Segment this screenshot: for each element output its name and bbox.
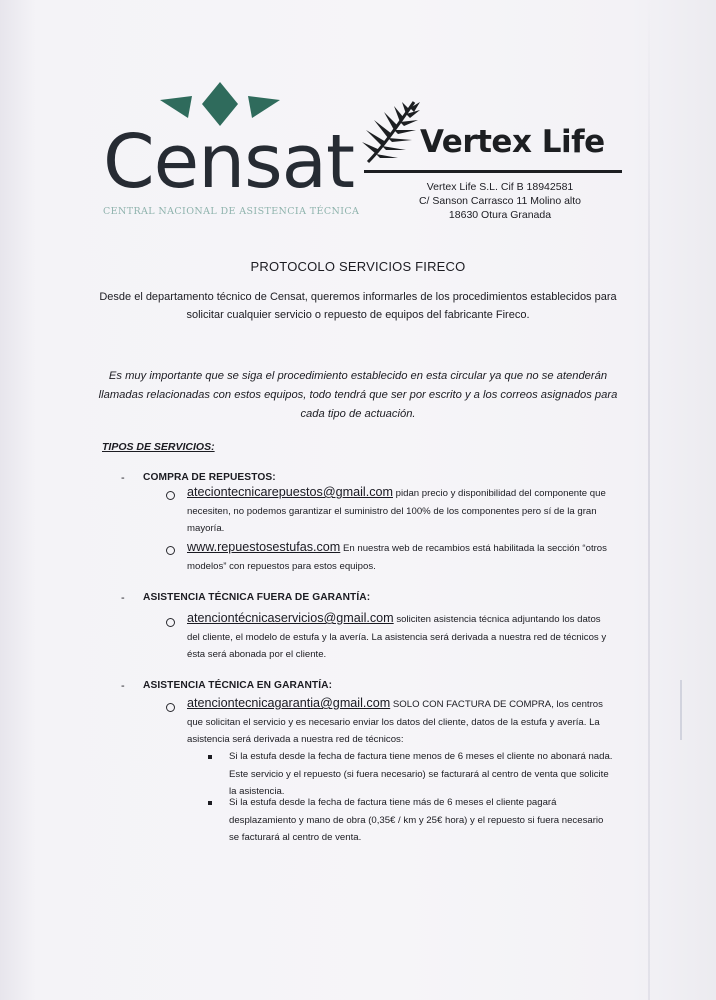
section-heading-en-garantia: ASISTENCIA TÉCNICA EN GARANTÍA:	[143, 680, 333, 691]
vertex-life-logo-text: Vertex Life	[420, 124, 605, 160]
list-item	[187, 610, 607, 664]
item-text: En nuestra web de recambios está habilitada la sección “otros modelos” con repuestos para estos equipos.	[187, 543, 607, 572]
address-line: 18630 Otura Granada	[448, 209, 552, 221]
address-line: C/ Sanson Carrasco 11 Molino alto	[418, 195, 582, 207]
paper-mark	[680, 680, 682, 740]
list-item	[187, 484, 607, 538]
item-text: SOLO CON FACTURA DE COMPRA, los centros que solicitan el servicio y es necesario enviar los datos del cliente, datos de la estufa y avería. La asistencia será derivada a nuestra red de técnicos:	[187, 699, 603, 746]
section-heading-fuera-garantia: ASISTENCIA TÉCNICA FUERA DE GARANTÍA:	[143, 592, 371, 603]
email-link-repuestos[interactable]: ateciontecnicarepuestos@gmail.com	[187, 485, 393, 499]
list-item	[187, 695, 607, 749]
fern-logo-icon	[362, 98, 424, 166]
types-heading: TIPOS DE SERVICIOS:	[102, 441, 215, 453]
section-heading-repuestos: COMPRA DE REPUESTOS:	[143, 472, 276, 483]
dash-bullet: -	[121, 592, 125, 604]
dash-bullet: -	[121, 472, 125, 484]
vertex-address	[400, 180, 600, 222]
address-line: Vertex Life S.L. Cif B 18942581	[426, 181, 574, 193]
web-link-repuestos[interactable]: www.repuestosestufas.com	[187, 540, 341, 554]
email-link-servicios[interactable]: atenciontécnicaservicios@gmail.com	[187, 611, 394, 625]
intro-paragraph: Desde el departamento técnico de Censat, queremos informarles de los procedimientos establecidos para solicitar cualquier servicio o repuesto de equipos del fabricante Fireco.	[99, 291, 617, 321]
warning-paragraph: Es muy importante que se siga el procedimiento establecido en esta circular ya que no se atenderán llamadas relacionadas con estos equipos, todo tendrá que ser por escrito y a los correos asignados para cada tipo de actuación.	[98, 370, 618, 420]
censat-logo-text: Censat	[103, 119, 355, 205]
document-title: PROTOCOLO SERVICIOS FIRECO	[250, 259, 466, 274]
circle-bullet	[166, 618, 175, 627]
list-item	[187, 539, 607, 575]
square-bullet	[208, 801, 212, 805]
item-text: pidan precio y disponibilidad del componente que necesiten, no podemos garantizar el suministro del 100% de los componentes pero sí de la gran mayoría.	[187, 488, 606, 535]
censat-tagline: CENTRAL NACIONAL DE ASISTENCIA TÉCNICA	[103, 206, 360, 217]
circle-bullet	[166, 703, 175, 712]
circle-bullet	[166, 491, 175, 500]
vertex-logo-underline	[364, 170, 622, 173]
sub-item: Si la estufa desde la fecha de factura tiene más de 6 meses el cliente pagará desplazamiento y mano de obra (0,35€ / km y 25€ hora) y el repuesto si fuera necesario se facturará al centro de venta.	[229, 797, 604, 844]
square-bullet	[208, 755, 212, 759]
item-text: soliciten asistencia técnica adjuntando los datos del cliente, el modelo de estufa y la avería. La asistencia será derivada a nuestra red de técnicos y ésta será abonada por el cliente.	[187, 614, 607, 661]
sub-item: Si la estufa desde la fecha de factura tiene menos de 6 meses el cliente no abonará nada. Este servicio y el repuesto (si fuera necesario) se facturará al centro de venta que solicite la asistencia.	[229, 751, 613, 798]
circle-bullet	[166, 546, 175, 555]
dash-bullet: -	[121, 680, 125, 692]
paper-fold	[648, 0, 650, 1000]
email-link-garantia[interactable]: atenciontecnicagarantia@gmail.com	[187, 696, 391, 710]
